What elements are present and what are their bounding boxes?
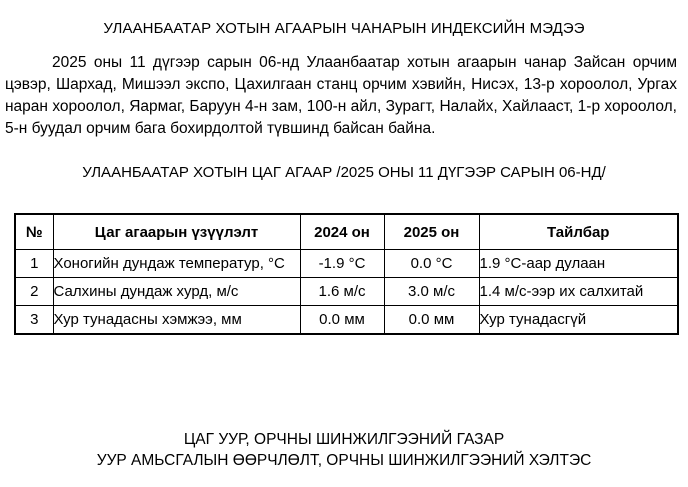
note-text: 1.4 м/с-ээр их салхитай: [479, 278, 678, 306]
value-2025: 0.0 мм: [384, 306, 479, 335]
note-text: Хур тунадасгүй: [479, 306, 678, 335]
value-2025: 3.0 м/с: [384, 278, 479, 306]
footer-organization-line: ЦАГ УУР, ОРЧНЫ ШИНЖИЛГЭЭНИЙ ГАЗАР: [183, 431, 505, 448]
indicator-label: Хоногийн дундаж температур, °С: [53, 250, 300, 278]
column-header-2025: 2025 он: [384, 214, 479, 250]
footer: [0, 429, 688, 471]
value-2024: -1.9 °С: [300, 250, 384, 278]
note-text: 1.9 °С-аар дулаан: [479, 250, 678, 278]
column-header-note: Тайлбар: [479, 214, 678, 250]
indicator-label: Салхины дундаж хурд, м/с: [53, 278, 300, 306]
value-2025: 0.0 °С: [384, 250, 479, 278]
weather-subtitle: УЛААНБААТАР ХОТЫН ЦАГ АГААР /2025 ОНЫ 11 ДҮГЭЭР САРЫН 06-НД/: [82, 164, 606, 181]
indicator-label: Хур тунадасны хэмжээ, мм: [53, 306, 300, 335]
row-number: 3: [15, 306, 53, 335]
column-header-number: №: [15, 214, 53, 250]
table-header-row: [15, 214, 678, 250]
summary-paragraph: 2025 оны 11 дүгээр сарын 06-нд Улаанбаатар хотын агаарын чанар Зайсан орчим цэвэр, Шархад, Мишээл экспо, Цахилгаан станц орчим хэвийн, Нисэх, 13-р хороолол, Ургах наран хороолол, Яармаг, Баруун 4-н зам, 100-н айл, Зурагт, Налайх, Хайлааст, 1-р хороолол, 5-н буудал орчим бага бохирдолтой түвшинд байсан байна.: [5, 54, 677, 137]
footer-department-line: УУР АМЬСГАЛЫН ӨӨРЧЛӨЛТ, ОРЧНЫ ШИНЖИЛГЭЭНИЙ ХЭЛТЭС: [96, 452, 592, 469]
row-number: 1: [15, 250, 53, 278]
table-row-precipitation: [15, 306, 678, 335]
document-title: УЛААНБААТАР ХОТЫН АГААРЫН ЧАНАРЫН ИНДЕКСИЙН МЭДЭЭ: [103, 20, 585, 37]
value-2024: 1.6 м/с: [300, 278, 384, 306]
row-number: 2: [15, 278, 53, 306]
weather-table: [14, 213, 679, 335]
column-header-2024: 2024 он: [300, 214, 384, 250]
value-2024: 0.0 мм: [300, 306, 384, 335]
column-header-indicator: Цаг агаарын үзүүлэлт: [53, 214, 300, 250]
table-row-wind: [15, 278, 678, 306]
table-row-temperature: [15, 250, 678, 278]
